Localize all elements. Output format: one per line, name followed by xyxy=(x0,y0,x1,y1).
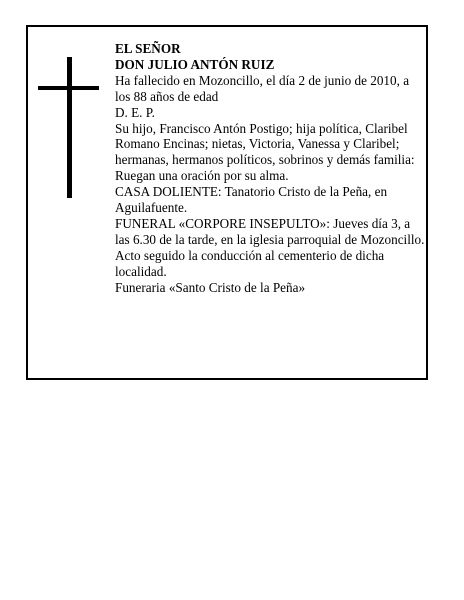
casa-doliente: CASA DOLIENTE: Tanatorio Cristo de la Peña, en Aguilafuente. xyxy=(115,184,388,216)
death-statement: Ha fallecido en Mozoncillo, el día 2 de junio de 2010, a los 88 años de edad xyxy=(115,72,410,104)
prayer-request: Ruegan una oración por su alma. xyxy=(115,168,289,184)
dep-line: D. E. P. xyxy=(115,104,155,120)
funeraria-name: Funeraria «Santo Cristo de la Peña» xyxy=(115,279,306,295)
obituary-notice xyxy=(26,25,428,380)
cross-horizontal-bar xyxy=(38,86,99,90)
notice-title: EL SEÑOR xyxy=(115,41,181,56)
family-list: Su hijo, Francisco Antón Postigo; hija política, Claribel Romano Encinas; nietas, Victoria, Vanessa y Claribel; hermanas, hermanos políticos, sobrinos y demás familia: xyxy=(115,120,415,168)
funeral-details: FUNERAL «CORPORE INSEPULTO»: Jueves día 3, a las 6.30 de la tarde, en la iglesia parroquial de Mozoncillo. Acto seguido la conducción al cementerio de dicha localidad. xyxy=(115,215,425,279)
notice-text xyxy=(115,41,425,296)
deceased-name: DON JULIO ANTÓN RUIZ xyxy=(115,56,275,72)
cross-vertical-bar xyxy=(67,57,72,198)
